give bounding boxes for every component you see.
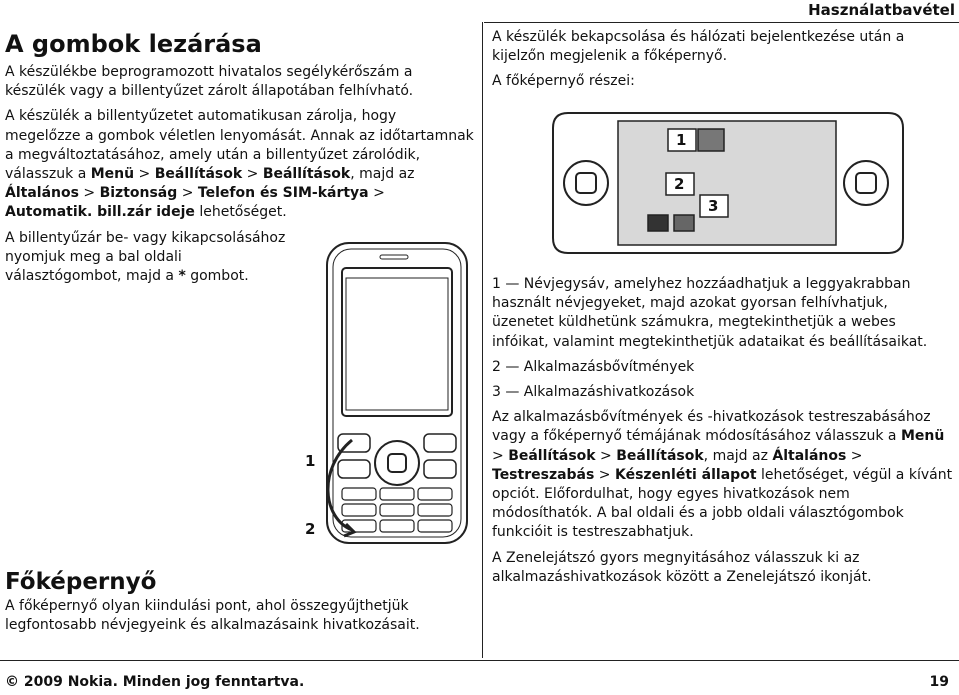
page-header (0, 0, 959, 24)
keylock-emergency-text: A készülékbe beprogramozott hivatalos segélykérőszám a készülék vagy a billentyűzet zárolt állapotában felhívható. (5, 64, 414, 100)
figure-label-1: 1 (305, 452, 316, 470)
page-number: 19 (929, 674, 949, 690)
item-1-text: 1 — Névjegysáv, amelyhez hozzáadhatjuk a leggyakrabban használt névjegyeket, majd azokat gyorsan felhívhatjuk, üzenetet küldhetünk számukra, megtekinthetjük a webes infóikat, valamint megtekinthetjük adataikat és beállításaikat. (492, 276, 928, 350)
startup-text: A készülék bekapcsolása és hálózati bejelentkezése után a kijelzőn megjelenik a főképernyő. (492, 29, 905, 65)
copyright: © 2009 Nokia. Minden jog fenntartva. (5, 674, 305, 690)
home-screen-intro: A főképernyő olyan kiindulási pont, ahol összegyűjthetjük legfontosabb névjegyeink és alkalmazásaink hivatkozásait. (5, 598, 420, 634)
menu-path-item: Általános (772, 447, 847, 464)
header-title: Használatbavétel (808, 1, 955, 19)
menu-path-item: Testreszabás (492, 466, 595, 483)
music-player-text: A Zenelejátszó gyors megnyitásához válasszuk ki az alkalmazáshivatkozások között a Zenelejátszó ikonját. (492, 549, 872, 585)
menu-path-item: Beállítások (508, 447, 596, 464)
column-divider (482, 22, 483, 658)
menu-path-item: Biztonság (99, 185, 178, 202)
star-key: * (178, 268, 186, 285)
item-2-text: 2 — Alkalmazásbővítmények (492, 358, 695, 375)
footer-rule (0, 660, 959, 661)
phone-illustration (300, 238, 475, 568)
item-3-text: 3 — Alkalmazáshivatkozások (492, 384, 695, 401)
menu-path-item: Telefon és SIM-kártya (197, 185, 369, 202)
header-rule (484, 22, 959, 23)
home-screen-illustration (548, 103, 911, 263)
home-screen-heading: Főképernyő (5, 569, 157, 595)
menu-path-item: Általános (5, 185, 79, 202)
right-column-lower (492, 275, 954, 593)
menu-path-item: Beállítások (262, 166, 351, 183)
screen-label-1: 1 (676, 131, 687, 149)
keylock-heading: A gombok lezárása (5, 30, 262, 58)
home-parts-text: A főképernyő részei: (492, 73, 635, 90)
keylock-toggle-text: A billentyűzár be- vagy kikapcsolásához nyomjuk meg a bal oldali választógombot, majd a * gombot. (5, 229, 286, 285)
figure-label-2: 2 (305, 520, 316, 538)
menu-path-item: Automatik. bill.zár ideje (5, 204, 195, 221)
menu-path-item: Készenléti állapot (614, 466, 757, 483)
menu-path-item: Menü (90, 166, 135, 183)
home-screen-section (5, 567, 477, 641)
right-column (492, 28, 954, 98)
keylock-auto-text: A készülék a billentyűzetet automatikusan zárolja, hogy megelőzze a gombok véletlen lenyomását. Annak az időtartamnak a megváltoztatásához, amely után a billentyűzet zárolódik, válasszuk a Menü > Beállítások > Beállítások, majd az Általános > Biztonság > Telefon és SIM-kártya > Automatik. bill.zár ideje lehetőséget. (5, 108, 474, 221)
screen-label-3: 3 (708, 197, 719, 215)
customize-text: Az alkalmazásbővítmények és -hivatkozások testreszabásához vagy a főképernyő témájának módosításához válasszuk a Menü > Beállítások > Beállítások, majd az Általános > Testreszabás > Készenléti állapot lehetőséget, végül a kívánt opciót. Előfordulhat, hogy egyes hivatkozások nem módosíthatók. A bal oldali és a jobb oldali választógombok funkcióit is testreszabhatjuk. (492, 409, 953, 541)
menu-path-item: Menü (900, 428, 945, 445)
menu-path-item: Beállítások (616, 447, 704, 464)
screen-label-2: 2 (674, 175, 685, 193)
menu-path-item: Beállítások (154, 166, 243, 183)
